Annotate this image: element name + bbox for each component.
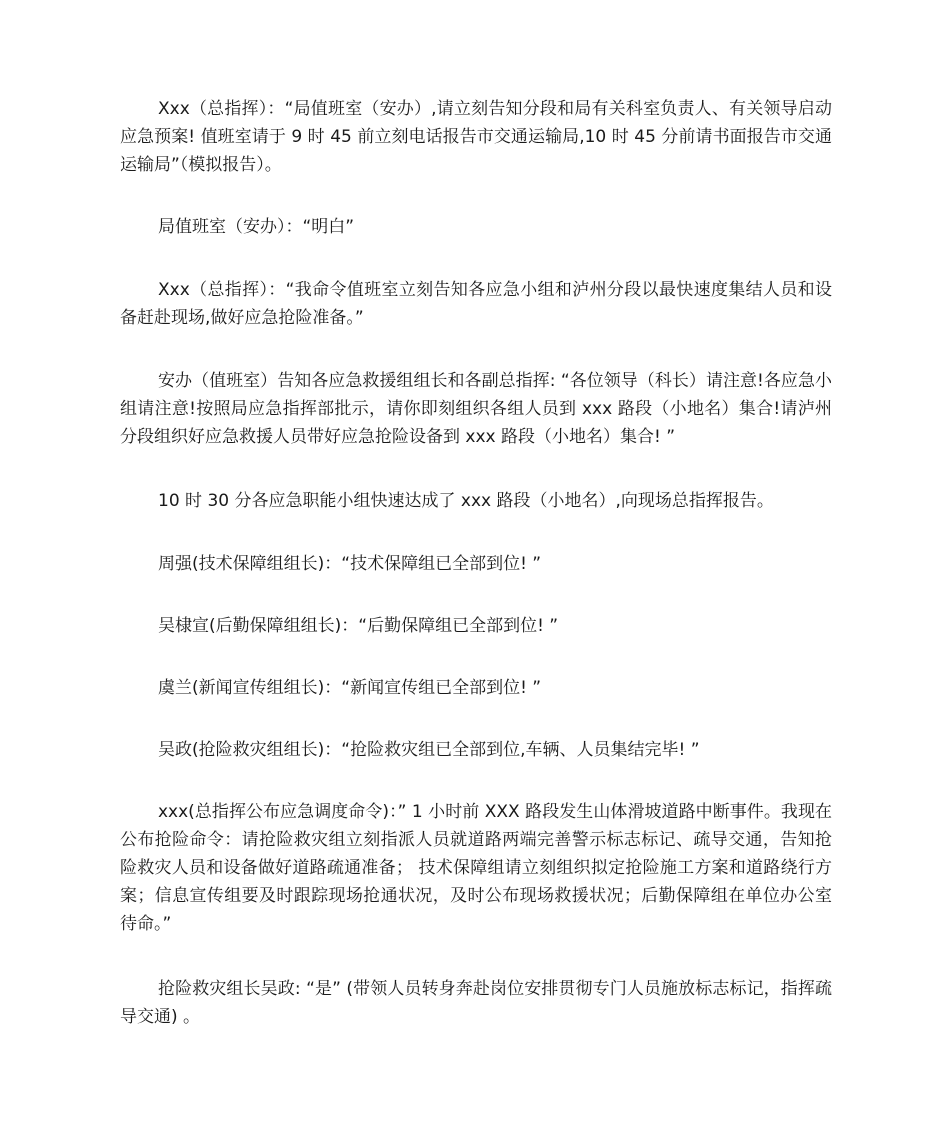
paragraph-5: 10 时 30 分各应急职能小组快速达成了 xxx 路段（小地名）,向现场总指挥报告。 [158,491,774,511]
paragraph-9: 吴政(抢险救灾组组长)：“抢险救灾组已全部到位,车辆、人员集结完毕! ” [158,740,700,760]
paragraph-4: 安办（值班室）告知各应急救援组组长和各副总指挥: “各位领导（科长）请注意!各应急小组请注意!按照局应急指挥部批示，请你即刻组织各组人员到 xxx 路段（小地名）集合!请泸州分段组织好应急救援人员带好应急抢险设备到 xxx 路段（小地名）集合! ” [120,371,832,447]
paragraph-3: Xxx（总指挥）：“我命令值班室立刻告知各应急小组和泸州分段以最快速度集结人员和设备赶赴现场,做好应急抢险准备。” [120,280,832,328]
paragraph-1: Xxx（总指挥）：“局值班室（安办）,请立刻告知分段和局有关科室负责人、有关领导启动应急预案! 值班室请于 9 时 45 前立刻电话报告市交通运输局,10 时 45 分前请书面报告市交通运输局”（模拟报告）。 [120,99,832,175]
paragraph-7: 吴棣宣(后勤保障组组长)：“后勤保障组已全部到位! ” [158,616,559,636]
paragraph-11: 抢险救灾组长吴政: “是” (带领人员转身奔赴岗位安排贯彻专门人员施放标志标记，指挥疏导交通) 。 [120,979,832,1027]
paragraph-8: 虞兰(新闻宣传组组长)：“新闻宣传组已全部到位! ” [158,678,542,698]
paragraph-10: xxx(总指挥公布应急调度命令)：” 1 小时前 XXX 路段发生山体滑坡道路中断事件。我现在公布抢险命令：请抢险救灾组立刻指派人员就道路两端完善警示标志标记、疏导交通，告知抢险救灾人员和设备做好道路疏通准备； 技术保障组请立刻组织拟定抢险施工方案和道路绕行方案；信息宣传组要及时跟踪现场抢通状况，及时公布现场救援状况；后勤保障组在单位办公室待命。” [120,802,832,934]
paragraph-2: 局值班室（安办）：“明白” [158,217,355,237]
paragraph-6: 周强(技术保障组组长)：“技术保障组已全部到位! ” [158,554,542,574]
